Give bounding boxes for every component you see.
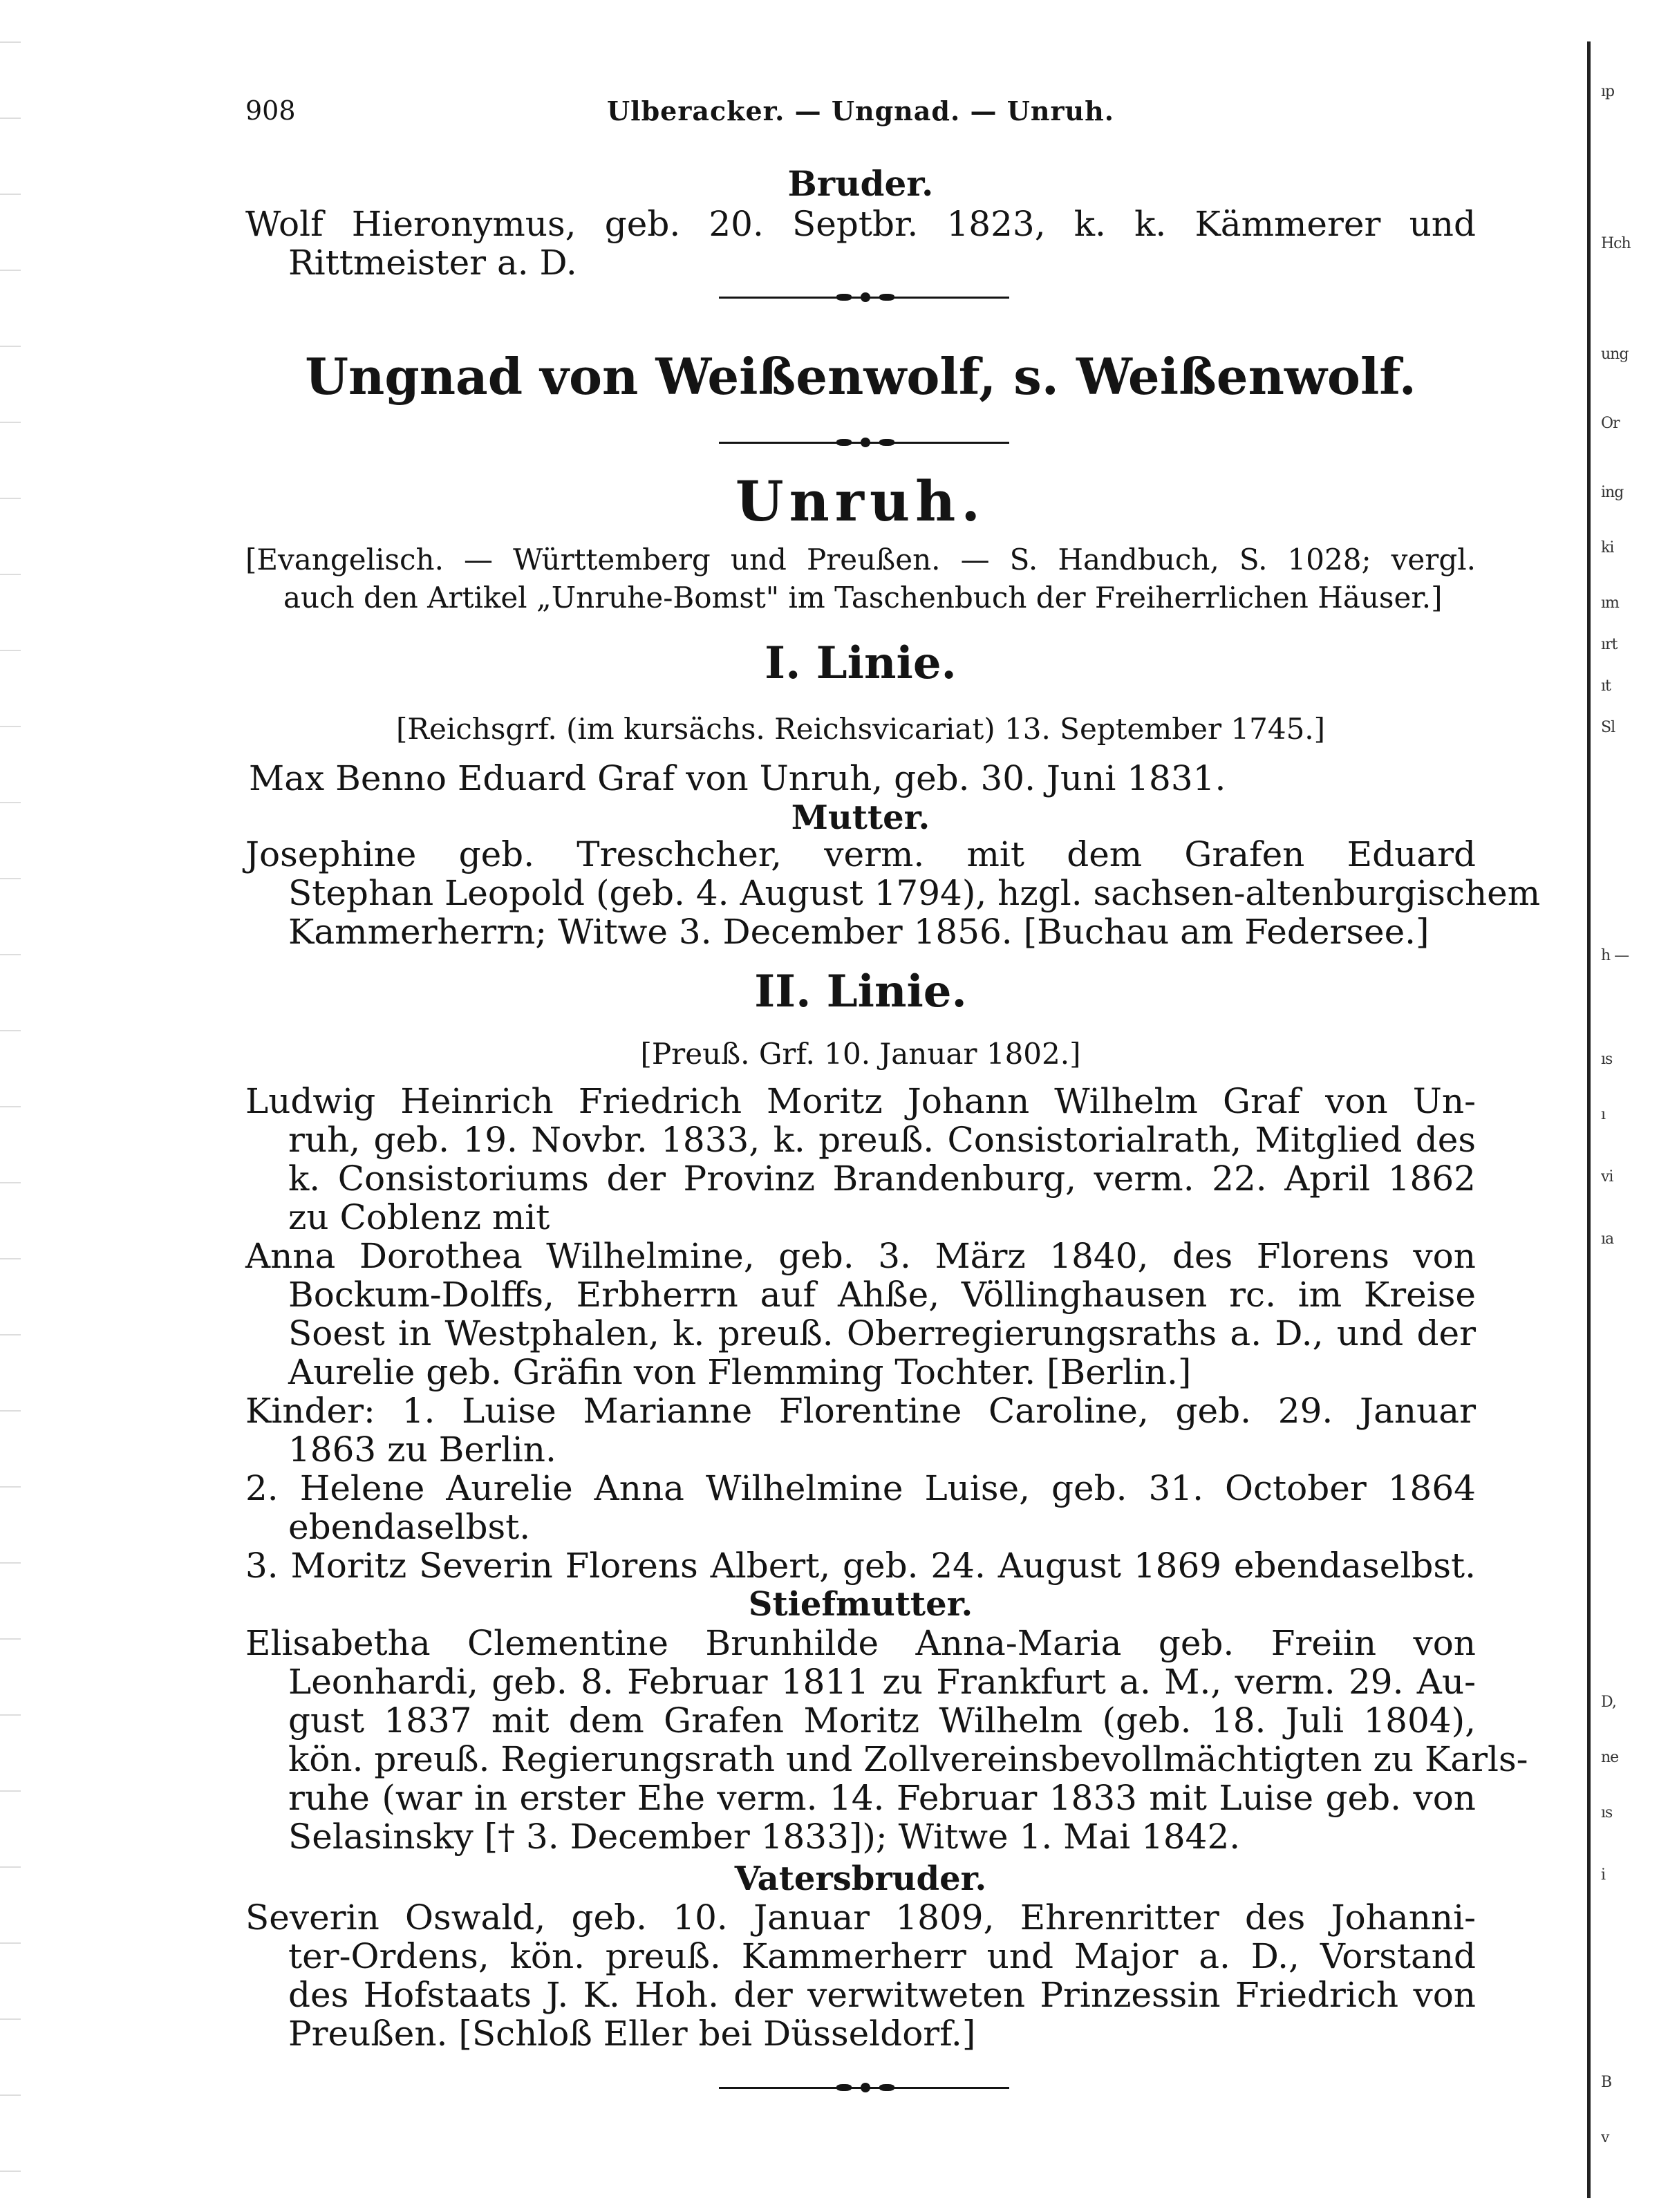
section-heading-bruder: Bruder. [787, 163, 934, 204]
stepmother-heading: Stiefmutter. [748, 1585, 973, 1624]
margin-fragment: v [1601, 2129, 1609, 2146]
margin-fragment: i [1601, 1866, 1606, 1884]
running-title: Ulberacker. — Ungnad. — Unruh. [607, 95, 1114, 126]
running-header [245, 95, 1476, 137]
ornament-divider [719, 435, 1009, 449]
family-title: Unruh. [735, 469, 986, 534]
margin-fragment: ıs [1601, 1804, 1613, 1821]
margin-fragment: vi [1601, 1168, 1613, 1185]
margin-fragment: ıp [1601, 83, 1615, 100]
stepmother-line: Leonhardi, geb. 8. Februar 1811 zu Frankfurt a. M., verm. 29. Au- [288, 1662, 1476, 1702]
scan-edge-speckle [0, 0, 21, 2212]
margin-fragment: ing [1601, 484, 1624, 501]
mother-line: Stephan Leopold (geb. 4. August 1794), hzgl. sachsen-altenburgischem [288, 873, 1541, 913]
family-note-line: [Evangelisch. — Württemberg und Preußen. — S. Handbuch, S. 1028; vergl. [245, 543, 1476, 577]
children-line: ebendaselbst. [288, 1507, 531, 1547]
margin-fragment: Hch [1601, 235, 1631, 252]
line-2-heading: II. Linie. [754, 966, 967, 1018]
margin-fragment: Or [1601, 415, 1620, 432]
uncle-line: Severin Oswald, geb. 10. Januar 1809, Ehrenritter des Johanni- [245, 1897, 1476, 1938]
wife-line: Aurelie geb. Gräfin von Flemming Tochter. [Berlin.] [288, 1352, 1192, 1392]
entry-line: Wolf Hieronymus, geb. 20. Septbr. 1823, k. k. Kämmerer und [245, 204, 1476, 244]
ornament-divider [719, 290, 1009, 304]
margin-fragment: ıt [1601, 677, 1611, 695]
uncle-line: des Hofstaats J. K. Hoh. der verwitweten Prinzessin Friedrich von [288, 1975, 1476, 2015]
stepmother-line: kön. preuß. Regierungsrath und Zollvereinsbevollmächtigten zu Karls- [288, 1739, 1528, 1779]
stepmother-line: Selasinsky [† 3. December 1833]); Witwe 1. Mai 1842. [288, 1817, 1241, 1857]
line-2-head-line: ruh, geb. 19. Novbr. 1833, k. preuß. Consistorialrath, Mitglied des [288, 1120, 1476, 1160]
margin-fragment: ıs [1601, 1051, 1613, 1068]
children-line: Kinder: 1. Luise Marianne Florentine Caroline, geb. 29. Januar [245, 1391, 1476, 1431]
wife-line: Soest in Westphalen, k. preuß. Oberregierungsraths a. D., und der [288, 1313, 1476, 1353]
stepmother-line: gust 1837 mit dem Grafen Moritz Wilhelm (geb. 18. Juli 1804), [288, 1700, 1476, 1741]
stepmother-line: Elisabetha Clementine Brunhilde Anna-Maria geb. Freiin von [245, 1623, 1476, 1663]
margin-fragment: ım [1601, 594, 1619, 612]
margin-fragment: D, [1601, 1694, 1616, 1711]
uncle-line: ter-Ordens, kön. preuß. Kammerherr und Major a. D., Vorstand [288, 1936, 1476, 1976]
line-1-grant: [Reichsgrf. (im kursächs. Reichsvicariat) 13. September 1745.] [395, 712, 1326, 746]
margin-fragment: B [1601, 2074, 1612, 2091]
mother-line: Josephine geb. Treschcher, verm. mit dem Grafen Eduard [245, 834, 1476, 874]
line-2-grant: [Preuß. Grf. 10. Januar 1802.] [640, 1037, 1081, 1071]
line-2-head-line: k. Consistoriums der Provinz Brandenburg, verm. 22. April 1862 [288, 1159, 1476, 1199]
margin-fragment: ıa [1601, 1230, 1614, 1248]
mother-line: Kammerherrn; Witwe 3. December 1856. [Buchau am Federsee.] [288, 912, 1430, 952]
crossref-heading: Ungnad von Weißenwolf, s. Weißenwolf. [305, 347, 1416, 406]
margin-fragment: h — [1601, 947, 1629, 964]
line-1-heading: I. Linie. [765, 637, 957, 689]
wife-line: Anna Dorothea Wilhelmine, geb. 3. März 1840, des Florens von [245, 1236, 1476, 1276]
margin-fragment: ırt [1601, 636, 1618, 653]
margin-fragment: ı [1601, 1106, 1606, 1123]
page-number: 908 [245, 95, 296, 126]
uncle-line: Preußen. [Schloß Eller bei Düsseldorf.] [288, 2014, 976, 2054]
page-gutter-rule [1587, 41, 1591, 2198]
margin-fragment: ung [1601, 346, 1629, 363]
adjacent-page-fragments [1601, 0, 1659, 2212]
family-note-line: auch den Artikel „Unruhe-Bomst" im Taschenbuch der Freiherrlichen Häuser.] [283, 581, 1443, 615]
ornament-divider [719, 2081, 1009, 2094]
wife-line: Bockum-Dolffs, Erbherrn auf Ahße, Völlinghausen rc. im Kreise [288, 1275, 1476, 1315]
stepmother-line: ruhe (war in erster Ehe verm. 14. Februar 1833 mit Luise geb. von [288, 1778, 1476, 1818]
margin-fragment: ki [1601, 539, 1614, 556]
line-1-head: Max Benno Eduard Graf von Unruh, geb. 30. Juni 1831. [249, 758, 1226, 798]
entry-line: Rittmeister a. D. [288, 243, 577, 283]
children-line: 2. Helene Aurelie Anna Wilhelmine Luise, geb. 31. October 1864 [245, 1468, 1476, 1508]
mother-heading: Mutter. [791, 798, 930, 837]
line-2-head-line: zu Coblenz mit [288, 1197, 550, 1237]
line-2-head-line: Ludwig Heinrich Friedrich Moritz Johann Wilhelm Graf von Un- [245, 1081, 1476, 1121]
children-line: 3. Moritz Severin Florens Albert, geb. 24. August 1869 ebendaselbst. [245, 1546, 1476, 1586]
margin-fragment: ne [1601, 1749, 1619, 1766]
margin-fragment: Sl [1601, 719, 1615, 736]
children-line: 1863 zu Berlin. [288, 1430, 556, 1470]
uncle-heading: Vatersbruder. [734, 1859, 987, 1898]
